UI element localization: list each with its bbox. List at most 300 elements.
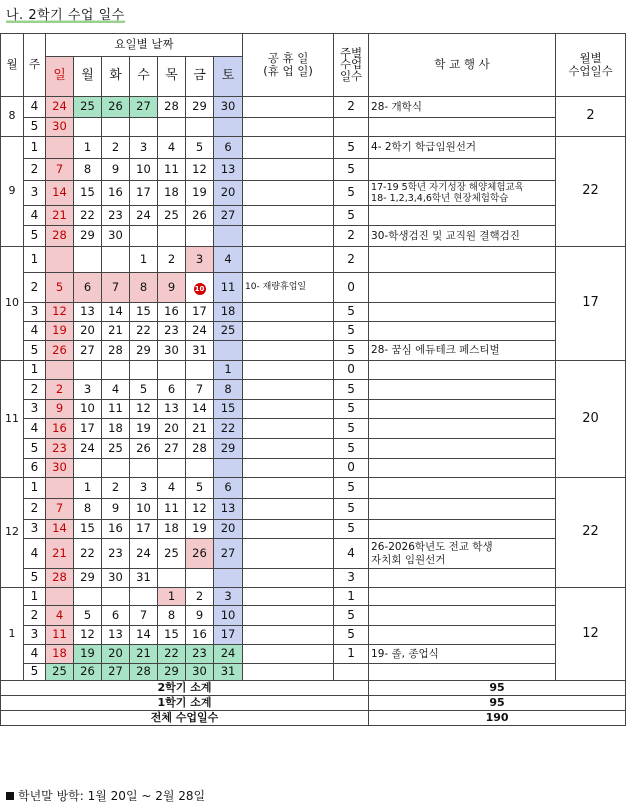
date-cell: 14: [130, 626, 158, 645]
date-cell: 26: [102, 97, 130, 118]
date-cell: 3: [130, 478, 158, 499]
week-row: [1, 361, 626, 380]
date-cell: 5: [186, 478, 214, 499]
weekly-days-cell: 5: [334, 626, 369, 645]
weekly-days-cell: 5: [334, 303, 369, 322]
date-cell: 25: [74, 97, 102, 118]
week-number: 5: [24, 118, 46, 137]
weekly-days-cell: 5: [334, 159, 369, 181]
date-cell: 1: [158, 588, 186, 606]
week-row: [1, 206, 626, 226]
date-cell: 5: [186, 137, 214, 159]
header-day: 토: [214, 57, 243, 97]
week-row: [1, 645, 626, 664]
summary-value: 95: [369, 681, 626, 696]
date-cell: 25: [214, 322, 243, 341]
date-cell: 25: [158, 539, 186, 569]
date-cell: 3: [74, 380, 102, 400]
event-cell: 28- 개학식: [369, 97, 556, 118]
date-cell: 30: [214, 97, 243, 118]
holiday-cell: [243, 159, 334, 181]
weekly-days-cell: 1: [334, 588, 369, 606]
date-cell: 30: [46, 118, 74, 137]
date-cell: 21: [46, 206, 74, 226]
week-row: [1, 439, 626, 459]
weekly-days-cell: 5: [334, 520, 369, 539]
date-cell: 7: [186, 380, 214, 400]
holiday-cell: [243, 361, 334, 380]
date-cell: 18: [158, 181, 186, 206]
date-cell: [46, 137, 74, 159]
date-cell: 20: [158, 419, 186, 439]
weekly-days-cell: [334, 118, 369, 137]
weekly-days-cell: 5: [334, 478, 369, 499]
summary-row: [1, 696, 626, 711]
date-cell: 24: [46, 97, 74, 118]
week-number: 3: [24, 520, 46, 539]
date-cell: 17: [130, 520, 158, 539]
holiday-cell: [243, 380, 334, 400]
date-cell: 26: [130, 439, 158, 459]
month-label: 1: [1, 588, 24, 681]
week-row: [1, 181, 626, 206]
date-cell: [186, 226, 214, 247]
date-cell: [158, 118, 186, 137]
date-cell: 22: [74, 539, 102, 569]
header-day: 금: [186, 57, 214, 97]
date-cell: 19: [46, 322, 74, 341]
weekly-days-cell: 5: [334, 181, 369, 206]
weekly-days-cell: 5: [334, 499, 369, 520]
week-number: 2: [24, 159, 46, 181]
holiday-cell: 10- 재량휴업일: [243, 273, 334, 303]
date-cell: 2: [158, 247, 186, 273]
holiday-cell: [243, 247, 334, 273]
calendar-table: [0, 33, 626, 726]
summary-label: 1학기 소계: [1, 696, 369, 711]
date-cell: 28: [186, 439, 214, 459]
date-cell: 30: [46, 459, 74, 478]
week-number: 1: [24, 361, 46, 380]
date-cell: 29: [214, 439, 243, 459]
event-cell: [369, 478, 556, 499]
date-cell: 5: [130, 380, 158, 400]
holiday-cell: [243, 400, 334, 419]
date-cell: 17: [74, 419, 102, 439]
week-row: [1, 400, 626, 419]
summary-value: 95: [369, 696, 626, 711]
page-title: 나. 2학기 수업 일수: [6, 8, 125, 23]
week-number: 5: [24, 439, 46, 459]
event-cell: 28- 꿈심 에듀테크 페스티벌: [369, 341, 556, 361]
week-row: [1, 97, 626, 118]
week-number: 2: [24, 499, 46, 520]
date-cell: 1: [214, 361, 243, 380]
holiday-cell: [243, 478, 334, 499]
weekly-days-cell: 5: [334, 439, 369, 459]
date-cell: [158, 226, 186, 247]
week-number: 4: [24, 206, 46, 226]
date-cell: 31: [130, 569, 158, 588]
header-dates-by-day: 요일별 날짜: [46, 34, 243, 57]
date-cell: 12: [186, 159, 214, 181]
header-day: 목: [158, 57, 186, 97]
date-cell: 9: [102, 159, 130, 181]
date-cell: 6: [102, 606, 130, 626]
date-cell: 27: [214, 206, 243, 226]
week-number: 2: [24, 380, 46, 400]
date-cell: 31: [186, 341, 214, 361]
date-cell: 4: [158, 478, 186, 499]
date-cell: 15: [214, 400, 243, 419]
date-cell: 22: [214, 419, 243, 439]
date-cell: 24: [74, 439, 102, 459]
weekly-days-cell: 5: [334, 400, 369, 419]
date-cell: 2: [186, 588, 214, 606]
weekly-days-cell: 1: [334, 645, 369, 664]
header-month: 월: [1, 34, 24, 97]
weekly-days-cell: 5: [334, 606, 369, 626]
date-cell: 29: [130, 341, 158, 361]
date-cell: 21: [130, 645, 158, 664]
date-cell: 27: [130, 97, 158, 118]
date-cell: 11: [102, 400, 130, 419]
date-cell: [74, 459, 102, 478]
weekly-days-cell: 5: [334, 419, 369, 439]
event-cell: [369, 459, 556, 478]
date-cell: [214, 569, 243, 588]
date-cell: 25: [46, 664, 74, 681]
date-cell: [46, 361, 74, 380]
date-cell: 5: [74, 606, 102, 626]
date-cell: 26: [74, 664, 102, 681]
weekly-days-cell: 3: [334, 569, 369, 588]
date-cell: 21: [102, 322, 130, 341]
date-cell: 4: [102, 380, 130, 400]
week-row: [1, 606, 626, 626]
week-row: [1, 478, 626, 499]
week-number: 3: [24, 303, 46, 322]
date-cell: 27: [158, 439, 186, 459]
date-cell: 30: [102, 226, 130, 247]
summary-row: [1, 681, 626, 696]
weekly-days-cell: 5: [334, 206, 369, 226]
date-cell: 16: [158, 303, 186, 322]
date-cell: 29: [158, 664, 186, 681]
monthly-total: 22: [556, 478, 626, 588]
date-cell: 19: [74, 645, 102, 664]
event-cell: 30-학생검진 및 교직원 결핵검진: [369, 226, 556, 247]
holiday-cell: [243, 97, 334, 118]
date-cell: 13: [214, 499, 243, 520]
date-cell: 11: [158, 499, 186, 520]
date-cell: 19: [130, 419, 158, 439]
date-cell: [46, 588, 74, 606]
date-cell: 1: [74, 137, 102, 159]
event-cell: [369, 606, 556, 626]
event-cell: [369, 499, 556, 520]
date-cell: 12: [130, 400, 158, 419]
event-cell: [369, 361, 556, 380]
header-weekly-days: 주별 수업 일수: [334, 34, 369, 97]
week-row: [1, 459, 626, 478]
summary-label: 2학기 소계: [1, 681, 369, 696]
holiday-cell: [243, 226, 334, 247]
date-cell: 23: [46, 439, 74, 459]
week-number: 4: [24, 645, 46, 664]
date-cell: 6: [214, 478, 243, 499]
date-cell: 10: [214, 606, 243, 626]
date-cell: [158, 459, 186, 478]
date-cell: 8: [74, 159, 102, 181]
monthly-total: 20: [556, 361, 626, 478]
date-cell: [186, 569, 214, 588]
date-cell: 14: [186, 400, 214, 419]
month-label: 11: [1, 361, 24, 478]
week-row: [1, 626, 626, 645]
week-number: 1: [24, 137, 46, 159]
date-cell: 25: [158, 206, 186, 226]
holiday-cell: [243, 520, 334, 539]
date-cell: 8: [130, 273, 158, 303]
date-cell: 4: [46, 606, 74, 626]
date-cell: 28: [130, 664, 158, 681]
holiday-cell: [243, 322, 334, 341]
event-cell: [369, 159, 556, 181]
monthly-total: 12: [556, 588, 626, 681]
month-label: 8: [1, 97, 24, 137]
date-cell: 14: [102, 303, 130, 322]
header-week: 주: [24, 34, 46, 97]
weekly-days-cell: 4: [334, 539, 369, 569]
week-number: 4: [24, 97, 46, 118]
holiday-cell: [243, 459, 334, 478]
date-cell: 2: [102, 137, 130, 159]
date-cell: [130, 361, 158, 380]
date-cell: [214, 226, 243, 247]
date-cell: 9: [102, 499, 130, 520]
date-cell: 19: [186, 520, 214, 539]
date-cell: 8: [74, 499, 102, 520]
holiday-cell: [243, 118, 334, 137]
header-monthly-days: 월별 수업일수: [556, 34, 626, 97]
date-cell: 15: [74, 520, 102, 539]
date-cell: 6: [214, 137, 243, 159]
date-cell: [158, 361, 186, 380]
event-cell: [369, 569, 556, 588]
week-number: 3: [24, 400, 46, 419]
date-cell: 20: [74, 322, 102, 341]
date-cell: 28: [46, 226, 74, 247]
date-cell: 10: [130, 499, 158, 520]
week-row: [1, 118, 626, 137]
week-row: [1, 137, 626, 159]
date-cell: 26: [186, 539, 214, 569]
week-row: [1, 322, 626, 341]
event-cell: [369, 419, 556, 439]
date-cell: [130, 226, 158, 247]
date-cell: [102, 118, 130, 137]
event-cell: [369, 206, 556, 226]
date-cell: 1: [74, 478, 102, 499]
monthly-total: 2: [556, 97, 626, 137]
date-cell: 4: [214, 247, 243, 273]
header-events: 학 교 행 사: [369, 34, 556, 97]
date-cell: [214, 118, 243, 137]
date-cell: [186, 118, 214, 137]
date-cell: 18: [46, 645, 74, 664]
date-cell: 12: [186, 499, 214, 520]
date-cell: [130, 588, 158, 606]
event-cell: [369, 400, 556, 419]
date-cell: 6: [74, 273, 102, 303]
date-cell: 2: [102, 478, 130, 499]
event-cell: 17-19 5학년 자기성장 해양체험교육 18- 1,2,3,4,6학년 현장체험학습: [369, 181, 556, 206]
date-cell: 30: [186, 664, 214, 681]
date-cell: 16: [186, 626, 214, 645]
date-cell: 24: [186, 322, 214, 341]
date-cell: 13: [158, 400, 186, 419]
date-cell: [214, 341, 243, 361]
date-cell: [74, 247, 102, 273]
date-cell: 14: [46, 520, 74, 539]
holiday-cell: [243, 303, 334, 322]
monthly-total: 22: [556, 137, 626, 247]
week-number: 4: [24, 539, 46, 569]
date-cell: 13: [214, 159, 243, 181]
date-cell: 24: [130, 539, 158, 569]
weekly-days-cell: 0: [334, 459, 369, 478]
date-cell: 7: [46, 499, 74, 520]
week-row: [1, 247, 626, 273]
holiday-cell: [243, 645, 334, 664]
holiday-cell: [243, 419, 334, 439]
holiday-cell: [243, 499, 334, 520]
square-bullet-icon: [6, 792, 14, 800]
date-cell: 12: [74, 626, 102, 645]
date-cell: 23: [102, 539, 130, 569]
weekly-days-cell: 2: [334, 97, 369, 118]
week-number: 3: [24, 626, 46, 645]
date-cell: 15: [74, 181, 102, 206]
week-number: 1: [24, 478, 46, 499]
date-cell: 23: [102, 206, 130, 226]
date-cell: 3: [130, 137, 158, 159]
event-cell: [369, 247, 556, 273]
event-cell: [369, 626, 556, 645]
date-cell: 29: [186, 97, 214, 118]
date-cell: 26: [186, 206, 214, 226]
holiday-cell: [243, 206, 334, 226]
date-cell: 9: [186, 606, 214, 626]
summary-value: 190: [369, 711, 626, 726]
week-row: [1, 499, 626, 520]
date-cell: 17: [186, 303, 214, 322]
date-cell: 22: [130, 322, 158, 341]
date-cell: 9: [158, 273, 186, 303]
month-label: 9: [1, 137, 24, 247]
holiday-cell: [243, 588, 334, 606]
holiday-dot-icon: 10: [194, 284, 205, 293]
weekly-days-cell: 5: [334, 380, 369, 400]
week-number: 2: [24, 606, 46, 626]
event-cell: [369, 380, 556, 400]
date-cell: 29: [74, 226, 102, 247]
holiday-cell: [243, 539, 334, 569]
event-cell: 4- 2학기 학급임원선거: [369, 137, 556, 159]
date-cell: 24: [214, 645, 243, 664]
date-cell: [102, 588, 130, 606]
date-cell: [102, 361, 130, 380]
month-label: 12: [1, 478, 24, 588]
event-cell: [369, 664, 556, 681]
holiday-cell: [243, 341, 334, 361]
date-cell: [158, 569, 186, 588]
week-number: 4: [24, 322, 46, 341]
date-cell: 28: [46, 569, 74, 588]
date-cell: 11: [214, 273, 243, 303]
date-cell: 22: [158, 645, 186, 664]
date-cell: 27: [74, 341, 102, 361]
date-cell: 15: [158, 626, 186, 645]
holiday-cell: [243, 626, 334, 645]
holiday-cell: [243, 664, 334, 681]
event-cell: [369, 588, 556, 606]
date-cell: [130, 459, 158, 478]
week-row: [1, 664, 626, 681]
event-cell: 26-2026학년도 전교 학생 자치회 임원선거: [369, 539, 556, 569]
date-cell: [186, 273, 214, 303]
summary-row: [1, 711, 626, 726]
date-cell: 1: [130, 247, 158, 273]
date-cell: 17: [214, 626, 243, 645]
week-row: [1, 419, 626, 439]
week-number: 5: [24, 664, 46, 681]
week-number: 3: [24, 181, 46, 206]
week-number: 4: [24, 419, 46, 439]
week-row: [1, 569, 626, 588]
date-cell: 8: [214, 380, 243, 400]
date-cell: [74, 588, 102, 606]
date-cell: 14: [46, 181, 74, 206]
week-number: 2: [24, 273, 46, 303]
date-cell: 19: [186, 181, 214, 206]
event-cell: [369, 273, 556, 303]
date-cell: 12: [46, 303, 74, 322]
header-day: 일: [46, 57, 74, 97]
header-day: 월: [74, 57, 102, 97]
date-cell: 21: [186, 419, 214, 439]
holiday-cell: [243, 137, 334, 159]
week-row: [1, 226, 626, 247]
date-cell: 28: [102, 341, 130, 361]
holiday-cell: [243, 569, 334, 588]
date-cell: 30: [158, 341, 186, 361]
date-cell: 7: [102, 273, 130, 303]
date-cell: 6: [158, 380, 186, 400]
weekly-days-cell: 2: [334, 226, 369, 247]
vacation-note-text: 학년말 방학: 1월 20일 ~ 2월 28일: [18, 789, 206, 803]
date-cell: 11: [158, 159, 186, 181]
date-cell: 2: [46, 380, 74, 400]
date-cell: [46, 247, 74, 273]
week-number: 1: [24, 247, 46, 273]
week-number: 1: [24, 588, 46, 606]
weekly-days-cell: 0: [334, 361, 369, 380]
date-cell: 18: [158, 520, 186, 539]
weekly-days-cell: 0: [334, 273, 369, 303]
event-cell: [369, 439, 556, 459]
